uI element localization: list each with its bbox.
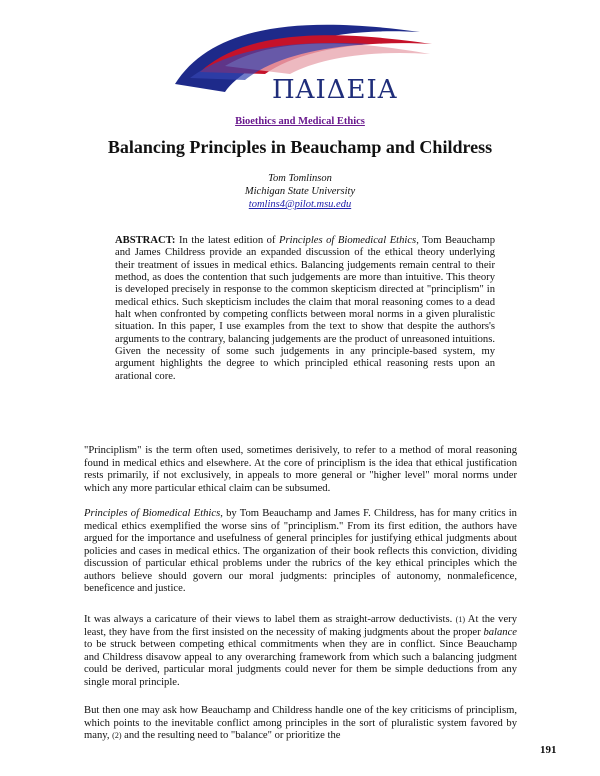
footnote-ref-2[interactable]: (2) bbox=[112, 731, 122, 740]
abstract-text-1: In the latest edition of bbox=[175, 235, 280, 246]
paragraph-1: "Principlism" is the term often used, sometimes derisively, to refer to a method of moral reasoning found in medical ethics and elsewhere. At the core of principlism is the idea that ethical justification rests primarily, if not exclusively, in appeals to more general or "higher level" moral norms under which any more particular ethical claim can be subsumed. bbox=[84, 445, 517, 494]
paragraph-2-book-title: Principles of Biomedical Ethics bbox=[84, 508, 221, 519]
paragraph-4-text-a: But then one may ask how Beauchamp and Childress handle one of the key criticisms of principlism, which points to the inevitable conflict among principles in the sort of pluralistic system favored by many, bbox=[84, 705, 517, 741]
paragraph-2-text: , by Tom Beauchamp and James F. Childress, has for many critics in medical ethics exemplified the worse sins of "principlism." From its first edition, the authors have argued for the importance and usefulness of general principles for justifying ethical judgments about policies and cases in medical ethics. The organization of their book reflects this conviction, dividing discussion of particular ethical problems under the rubrics of the key ethical principles which the authors believe should govern our moral judgments: principles of autonomy, nonmaleficence, beneficence and justice. bbox=[84, 508, 517, 594]
section-link[interactable]: Bioethics and Medical Ethics bbox=[235, 116, 365, 127]
abstract-text-2: , Tom Beauchamp and James Childress provide an expanded discussion of the ethical theory underlying their treatment of issues in medical ethics. Balancing judgements remain central to their method, as does the contention that such judgements are more than intuitive. This theory is developed precisely in response to the common skepticism directed at "principlism" in medical ethics. Such skepticism includes the claim that moral reasoning comes to a dead halt when confronted by competing conflicts between moral norms in a given pluralistic situation. In this paper, I use examples from the text to show that despite the authors's arguments to the contrary, balancing judgements are the product of unreasoned intuitions. Given the necessity of some such judgements in any principle-based system, my argument highlights the degree to which principled ethical reasoning rests upon an arational core. bbox=[115, 235, 495, 382]
paragraph-3-text-b: At the very least, they have from the first insisted on the necessity of making judgments about the proper bbox=[84, 614, 517, 638]
footnote-ref-1[interactable]: (1) bbox=[455, 615, 465, 624]
author-email-link[interactable]: tomlins4@pilot.msu.edu bbox=[248, 199, 352, 210]
paragraph-3-text-a: It was always a caricature of their views to label them as straight-arrow deductivists. bbox=[84, 614, 456, 625]
abstract-label: ABSTRACT: bbox=[115, 235, 176, 246]
author-affiliation: Michigan State University bbox=[244, 186, 356, 197]
paragraph-4 bbox=[84, 705, 517, 743]
author-block bbox=[0, 172, 600, 211]
paragraph-4-text-b: and the resulting need to "balance" or prioritize the bbox=[121, 730, 341, 741]
abstract-book-title: Principles of Biomedical Ethics bbox=[279, 235, 417, 246]
logo-text: ΠΑΙΔΕΙΑ bbox=[272, 75, 398, 105]
author-name: Tom Tomlinson bbox=[268, 173, 332, 184]
paragraph-2 bbox=[84, 508, 517, 596]
paragraph-3-text-c: to be struck between competing ethical commitments when they are in conflict. Since Beauchamp and Childress disavow appeal to any overarching framework from which such a balancing judgment could be derived, particular moral judgments could never for them be simple deductions from any single moral principle. bbox=[84, 639, 517, 688]
abstract bbox=[115, 235, 495, 383]
paragraph-3 bbox=[84, 614, 517, 689]
page-number: 191 bbox=[540, 744, 557, 756]
page-title: Balancing Principles in Beauchamp and Childress bbox=[107, 137, 493, 157]
paragraph-3-emphasis: balance bbox=[483, 626, 517, 638]
